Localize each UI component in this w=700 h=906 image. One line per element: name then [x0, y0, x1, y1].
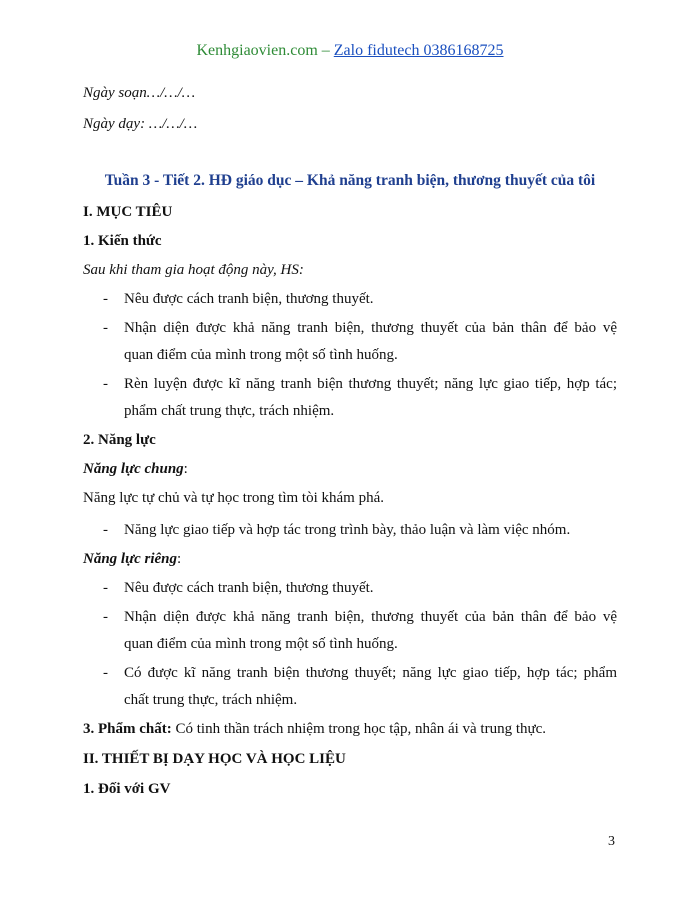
lesson-title: Tuần 3 - Tiết 2. HĐ giáo dục – Khả năng tranh biện, thương thuyết của tôi: [104, 172, 596, 189]
competence-heading: 2. Năng lực: [83, 432, 156, 448]
site-header: [0, 42, 700, 60]
label-colon: :: [177, 551, 182, 567]
prep-date: Ngày soạn…/…/…: [83, 85, 196, 101]
teach-date: Ngày dạy: …/…/…: [83, 116, 198, 132]
knowledge-heading: 1. Kiến thức: [83, 233, 162, 249]
knowledge-item-2-line-1: Nhận diện được khả năng tranh biện, thương thuyết của bản thân để bảo vệ: [124, 320, 617, 336]
specific-item-1: Nêu được cách tranh biện, thương thuyết.: [124, 580, 374, 596]
specific-item-2-line-2: quan điểm của mình trong một số tình huống.: [124, 636, 398, 652]
label-colon: :: [183, 461, 188, 477]
knowledge-item-1: Nêu được cách tranh biện, thương thuyết.: [124, 291, 374, 307]
bullet-dash: -: [103, 320, 108, 336]
bullet-dash: -: [103, 665, 108, 681]
specific-item-3-line-2: chất trung thực, trách nhiệm.: [124, 692, 298, 708]
specific-competence-title: Năng lực riêng: [83, 551, 177, 567]
general-competence-title: Năng lực chung: [83, 461, 184, 477]
qualities-text: Có tinh thần trách nhiệm trong học tập, nhân ái và trung thực.: [171, 721, 547, 737]
knowledge-intro: Sau khi tham gia hoạt động này, HS:: [83, 262, 304, 278]
site-name: Kenhgiaovien.com: [196, 42, 318, 59]
general-competence-label: [83, 460, 188, 478]
bullet-dash: -: [103, 522, 108, 538]
specific-item-3-line-1: Có được kĩ năng tranh biện thương thuyết; năng lực giao tiếp, hợp tác; phẩm: [124, 665, 617, 681]
bullet-dash: -: [103, 376, 108, 392]
header-separator: –: [317, 42, 334, 59]
knowledge-item-3-line-2: phẩm chất trung thực, trách nhiệm.: [124, 403, 335, 419]
bullet-dash: -: [103, 580, 108, 596]
page-number: 3: [608, 834, 615, 849]
general-competence-text: Năng lực tự chủ và tự học trong tìm tòi khám phá.: [83, 490, 384, 506]
zalo-link[interactable]: Zalo fidutech 0386168725: [333, 42, 504, 59]
specific-item-2-line-1: Nhận diện được khả năng tranh biện, thương thuyết của bản thân để bảo vệ: [124, 609, 617, 625]
section-1-heading: I. MỤC TIÊU: [83, 204, 173, 220]
bullet-dash: -: [103, 291, 108, 307]
specific-competence-label: [83, 550, 181, 568]
qualities-line: [83, 720, 546, 738]
gv-heading: 1. Đối với GV: [83, 781, 171, 797]
qualities-label: 3. Phẩm chất:: [83, 721, 172, 737]
bullet-dash: -: [103, 609, 108, 625]
knowledge-item-3-line-1: Rèn luyện được kĩ năng tranh biện thương thuyết; năng lực giao tiếp, hợp tác;: [124, 376, 617, 392]
knowledge-item-2-line-2: quan điểm của mình trong một số tình huống.: [124, 347, 398, 363]
general-item-1: Năng lực giao tiếp và hợp tác trong trình bày, thảo luận và làm việc nhóm.: [124, 522, 571, 538]
section-2-heading: II. THIẾT BỊ DẠY HỌC VÀ HỌC LIỆU: [83, 751, 346, 767]
